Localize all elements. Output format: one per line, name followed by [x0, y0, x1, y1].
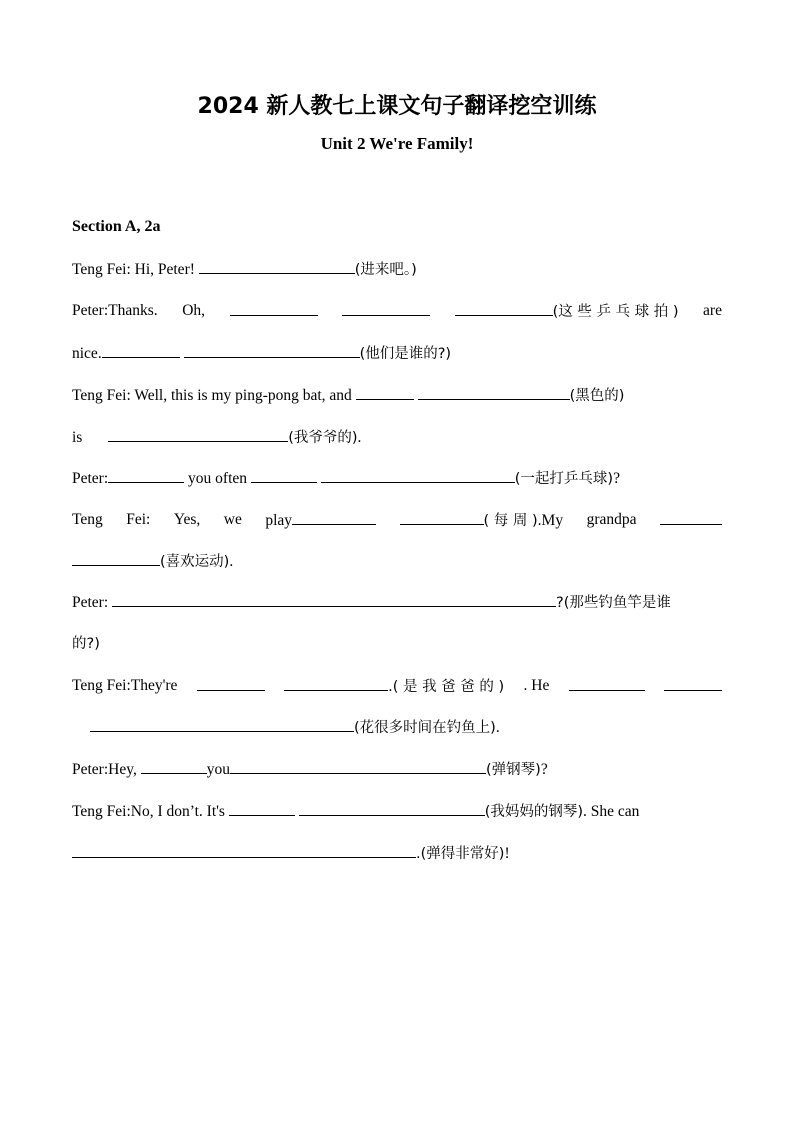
speaker-text: Peter:Hey,	[72, 761, 137, 778]
dialogue-line-13	[72, 757, 722, 782]
dialogue-line-1	[72, 257, 722, 282]
punctuation: .	[229, 553, 234, 570]
word-text: Fei:	[126, 511, 151, 528]
answer-blank[interactable]	[230, 299, 318, 316]
translation-hint: (我爷爷的)	[288, 430, 358, 446]
answer-blank[interactable]	[229, 799, 295, 816]
answer-blank[interactable]	[72, 549, 160, 566]
translation-hint: (这 些 乒 乓 球 拍 )	[552, 304, 679, 320]
dialogue-line-14	[72, 799, 722, 824]
answer-blank[interactable]	[664, 674, 722, 691]
answer-blank[interactable]	[230, 757, 486, 774]
punctuation: .	[357, 429, 362, 446]
dialogue-line-15	[72, 841, 722, 866]
answer-blank[interactable]	[569, 674, 645, 691]
dialogue-line-2	[72, 299, 722, 324]
speaker-text: Teng Fei: Hi, Peter!	[72, 261, 195, 278]
answer-blank[interactable]	[184, 341, 360, 358]
translation-hint: 的?)	[72, 636, 100, 652]
translation-hint: .(弹得非常好)	[416, 846, 505, 862]
translation-hint: ( 每 周 )	[483, 513, 538, 529]
word-text: Oh,	[182, 302, 206, 319]
unit-subtitle: Unit 2 We're Family!	[320, 134, 474, 153]
lead-text: is	[72, 429, 83, 446]
answer-blank[interactable]	[90, 715, 354, 732]
punctuation: .	[495, 719, 500, 736]
speaker-text: Peter:	[72, 470, 109, 487]
dialogue-line-3	[72, 341, 722, 366]
speaker-text: Peter:	[72, 594, 109, 611]
lead-text: nice.	[72, 345, 102, 362]
word-text: you often	[188, 470, 248, 487]
answer-blank[interactable]	[400, 508, 484, 525]
word-text: Yes,	[173, 511, 201, 528]
word-text: . He	[523, 677, 550, 694]
answer-blank[interactable]	[72, 841, 416, 858]
answer-blank[interactable]	[292, 508, 376, 525]
dialogue-line-9	[72, 590, 722, 615]
answer-blank[interactable]	[200, 590, 298, 607]
dialogue-line-4	[72, 383, 722, 408]
speaker-text: Teng Fei:They're	[72, 677, 178, 694]
answer-blank[interactable]	[108, 466, 184, 483]
answer-blank[interactable]	[398, 590, 478, 607]
translation-hint: (一起打乒乓球)	[514, 471, 614, 487]
answer-blank[interactable]	[418, 383, 492, 400]
translation-hint: (黑色的)	[569, 388, 625, 404]
answer-blank[interactable]	[112, 590, 200, 607]
translation-hint: (我妈妈的钢琴)	[484, 804, 584, 820]
answer-blank[interactable]	[455, 299, 553, 316]
word-text: grandpa	[586, 511, 637, 528]
dialogue-line-10	[72, 632, 722, 656]
translation-hint: (进来吧。)	[354, 262, 417, 278]
answer-blank[interactable]	[284, 674, 388, 691]
word-text: . She can	[583, 803, 640, 820]
answer-blank[interactable]	[342, 299, 430, 316]
answer-blank[interactable]	[251, 466, 317, 483]
answer-blank[interactable]	[298, 590, 398, 607]
word-text: you	[206, 761, 230, 778]
speaker-text: Teng Fei:No, I don’t. It's	[72, 803, 225, 820]
translation-hint: ?(那些钓鱼竿是谁	[556, 595, 671, 611]
answer-blank[interactable]	[199, 257, 355, 274]
answer-blank[interactable]	[299, 799, 485, 816]
word-text: Teng	[72, 511, 103, 528]
dialogue-line-8	[72, 549, 722, 574]
sentence-text: Teng Fei: Well, this is my ping-pong bat, and	[72, 387, 352, 404]
punctuation: ?	[613, 470, 620, 487]
answer-blank[interactable]	[478, 590, 556, 607]
word-text: play	[265, 512, 293, 529]
translation-hint: (他们是谁的?)	[359, 346, 452, 362]
translation-hint: .( 是 我 爸 爸 的 )	[388, 679, 505, 695]
translation-hint: (花很多时间在钓鱼上)	[354, 720, 496, 736]
answer-blank[interactable]	[108, 425, 288, 442]
answer-blank[interactable]	[197, 674, 265, 691]
answer-blank[interactable]	[660, 508, 722, 525]
dialogue-line-5	[72, 425, 722, 450]
answer-blank[interactable]	[492, 383, 570, 400]
punctuation: !	[504, 845, 510, 862]
answer-blank[interactable]	[321, 466, 515, 483]
word-text: we	[223, 511, 242, 528]
answer-blank[interactable]	[141, 757, 207, 774]
dialogue-line-7	[72, 508, 722, 533]
word-text: .My	[537, 512, 564, 529]
page-title: 2024 新人教七上课文句子翻译挖空训练	[197, 94, 597, 119]
translation-hint: (弹钢琴)	[485, 762, 541, 778]
dialogue-line-12	[72, 715, 722, 740]
dialogue-line-6	[72, 466, 722, 491]
dialogue-line-11	[72, 674, 722, 699]
answer-blank[interactable]	[102, 341, 180, 358]
answer-blank[interactable]	[356, 383, 414, 400]
translation-hint: (喜欢运动)	[160, 554, 230, 570]
word-text: are	[703, 302, 722, 319]
section-label: Section A, 2a	[72, 218, 161, 235]
punctuation: ?	[540, 761, 548, 778]
speaker-text: Peter:Thanks.	[72, 302, 158, 319]
